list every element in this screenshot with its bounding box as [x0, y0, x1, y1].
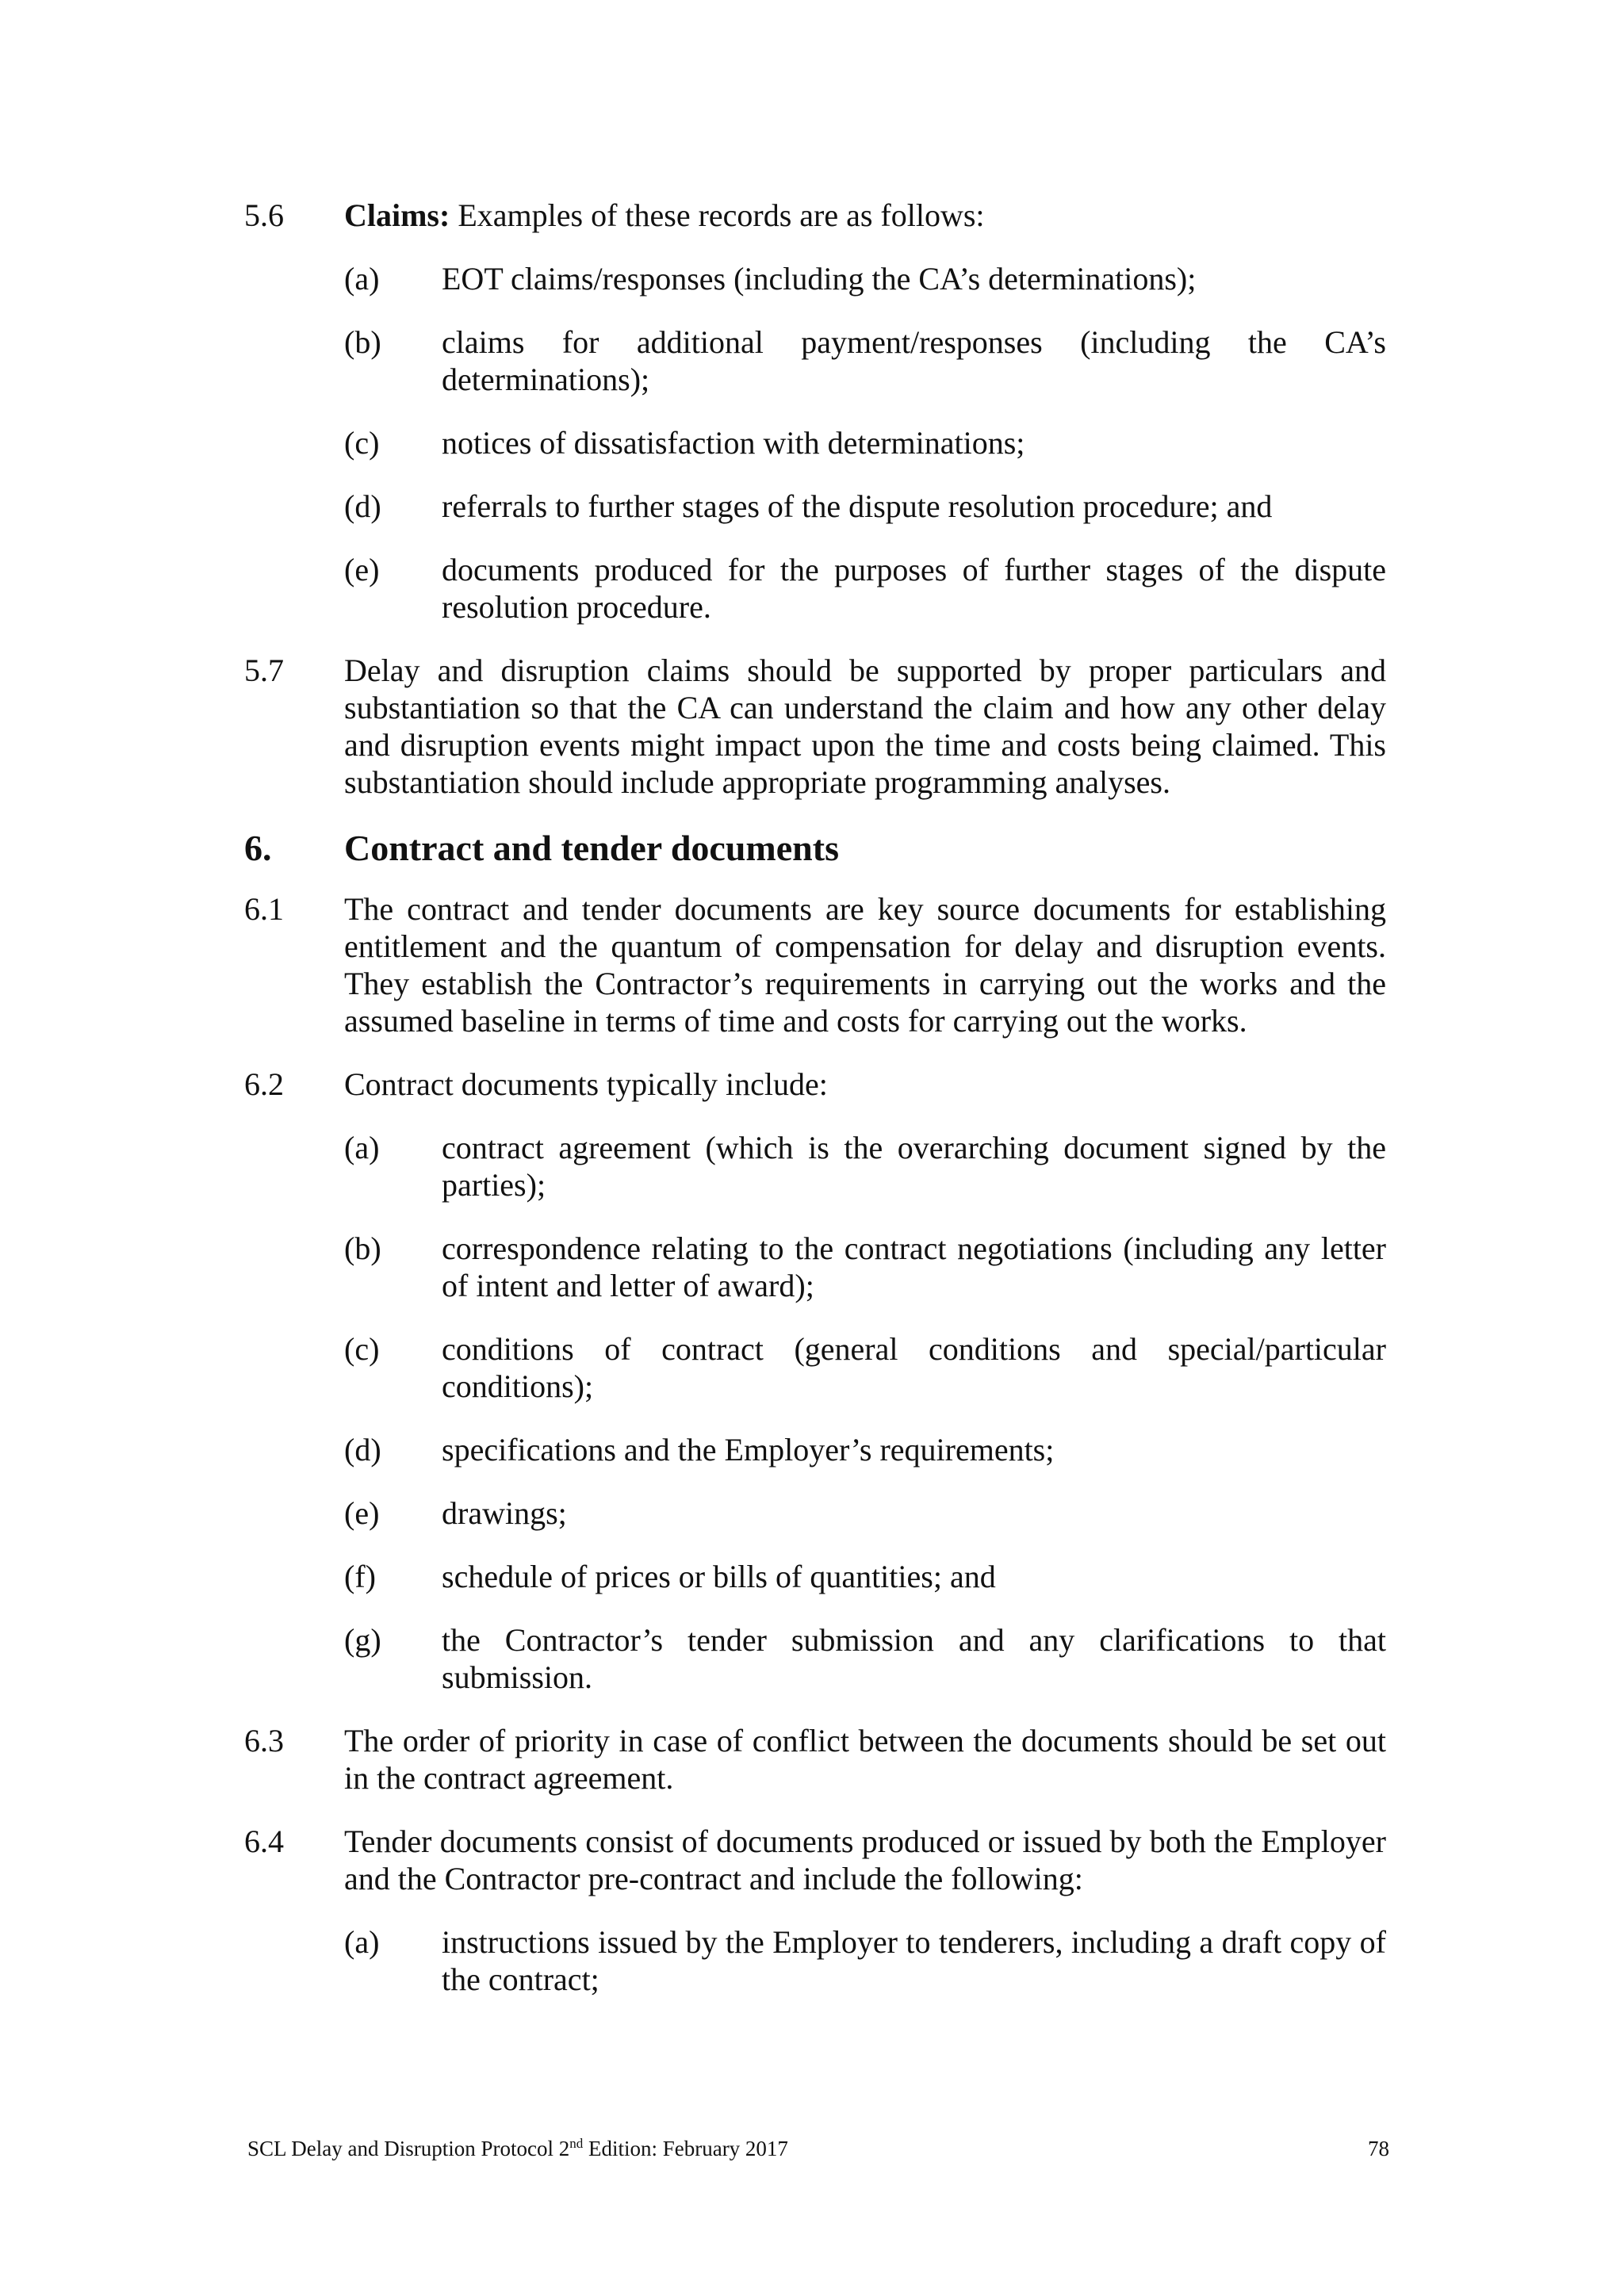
list-item-text: documents produced for the purposes of further stages of the dispute resolution procedure. [442, 552, 1386, 625]
section-number: 6. [244, 828, 272, 868]
list-item-6-2-c [344, 1330, 1386, 1405]
list-item-label: (c) [344, 1331, 380, 1367]
list-item-6-2-d [344, 1431, 1386, 1468]
list-item-5-6-d [344, 488, 1386, 525]
list-item-label: (f) [344, 1559, 376, 1594]
list-item-text: notices of dissatisfaction with determinations; [442, 425, 1025, 461]
paragraph-lead: Claims: [344, 197, 450, 233]
paragraph-text [344, 197, 1386, 234]
list-item-label: (c) [344, 425, 380, 461]
paragraph-number: 6.3 [244, 1723, 284, 1758]
list-item-text: drawings; [442, 1495, 567, 1531]
page-content [244, 197, 1386, 2024]
list-item-5-6-c [344, 424, 1386, 461]
list-item-text: referrals to further stages of the dispute resolution procedure; and [442, 488, 1273, 524]
paragraph-5-6 [244, 197, 1386, 234]
paragraph-number: 6.1 [244, 891, 284, 927]
list-item-6-2-b [344, 1230, 1386, 1304]
paragraph-number: 5.6 [244, 197, 284, 233]
list-item-5-6-b [344, 323, 1386, 398]
section-heading-6 [244, 827, 1386, 870]
paragraph-6-2 [244, 1066, 1386, 1103]
paragraph-body: Examples of these records are as follows: [450, 197, 985, 233]
list-item-6-2-f [344, 1558, 1386, 1595]
list-item-6-2-g [344, 1621, 1386, 1696]
list-item-label: (a) [344, 261, 380, 297]
list-item-label: (d) [344, 488, 381, 524]
list-item-label: (g) [344, 1622, 381, 1658]
paragraph-text: The order of priority in case of conflict between the documents should be set out in the contract agreement. [344, 1723, 1386, 1796]
page-number: 78 [1368, 2137, 1389, 2160]
footer-title-suffix: Edition: February 2017 [583, 2137, 788, 2160]
footer-title-prefix: SCL Delay and Disruption Protocol 2 [247, 2137, 570, 2160]
paragraph-text: The contract and tender documents are key source documents for establishing entitlement and the quantum of compensation for delay and disruption events. They establish the Contractor’s requirements in carrying out the works and the assumed baseline in terms of time and costs for carrying out the works. [344, 891, 1386, 1039]
paragraph-number: 6.2 [244, 1066, 284, 1102]
list-item-label: (a) [344, 1130, 380, 1165]
list-item-text: specifications and the Employer’s requirements; [442, 1432, 1055, 1468]
paragraph-text: Delay and disruption claims should be supported by proper particulars and substantiation so that the CA can understand the claim and how any other delay and disruption events might impact upon the time and costs being claimed. This substantiation should include appropriate programming analyses. [344, 652, 1386, 800]
paragraph-number: 6.4 [244, 1823, 284, 1859]
list-item-text: the Contractor’s tender submission and any clarifications to that submission. [442, 1622, 1386, 1695]
page-footer [247, 2136, 1389, 2161]
paragraph-number: 5.7 [244, 652, 284, 688]
list-item-text: instructions issued by the Employer to tenderers, including a draft copy of the contract; [442, 1924, 1386, 1997]
list-item-text: EOT claims/responses (including the CA’s determinations); [442, 261, 1197, 297]
list-item-text: contract agreement (which is the overarching document signed by the parties); [442, 1130, 1386, 1203]
list-item-label: (d) [344, 1432, 381, 1468]
list-item-text: conditions of contract (general conditions and special/particular conditions); [442, 1331, 1386, 1404]
paragraph-6-1 [244, 890, 1386, 1039]
list-item-5-6-a [344, 260, 1386, 297]
list-item-6-4-a [344, 1923, 1386, 1998]
paragraph-6-4 [244, 1823, 1386, 1897]
section-title: Contract and tender documents [344, 828, 839, 868]
list-item-label: (e) [344, 1495, 380, 1531]
paragraph-6-3 [244, 1722, 1386, 1797]
list-item-6-2-e [344, 1494, 1386, 1532]
paragraph-text: Tender documents consist of documents produced or issued by both the Employer and the Contractor pre-contract and include the following: [344, 1823, 1386, 1896]
paragraph-5-7 [244, 652, 1386, 801]
list-item-6-2-a [344, 1129, 1386, 1203]
list-item-text: correspondence relating to the contract negotiations (including any letter of intent and letter of award); [442, 1230, 1386, 1303]
list-item-text: claims for additional payment/responses (including the CA’s determinations); [442, 324, 1386, 397]
list-item-text: schedule of prices or bills of quantities; and [442, 1559, 996, 1594]
list-item-label: (e) [344, 552, 380, 587]
list-item-5-6-e [344, 551, 1386, 626]
footer-title [247, 2136, 788, 2161]
footer-title-superscript: nd [569, 2136, 584, 2151]
list-item-label: (b) [344, 1230, 381, 1266]
list-item-label: (b) [344, 324, 381, 360]
list-item-label: (a) [344, 1924, 380, 1960]
paragraph-text: Contract documents typically include: [344, 1066, 828, 1102]
